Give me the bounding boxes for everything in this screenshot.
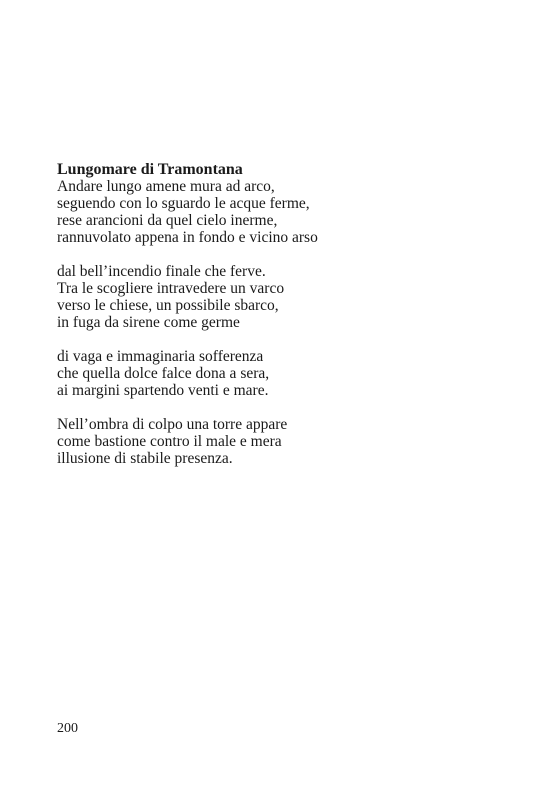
poem [57, 161, 497, 484]
poem-line: ai margini spartendo venti e mare. [57, 382, 269, 399]
stanza-2 [57, 263, 497, 331]
poem-line: Nell’ombra di colpo una torre appare [57, 416, 288, 433]
poem-line: illusione di stabile presenza. [57, 450, 233, 467]
stanza-1 [57, 178, 497, 246]
stanza-3 [57, 348, 497, 399]
poem-line: seguendo con lo sguardo le acque ferme, [57, 195, 310, 212]
poem-line: dal bell’incendio finale che ferve. [57, 263, 266, 280]
poem-line: come bastione contro il male e mera [57, 433, 282, 450]
stanza-4 [57, 416, 497, 467]
poem-line: in fuga da sirene come germe [57, 314, 240, 331]
poem-line: rese arancioni da quel cielo inerme, [57, 212, 278, 229]
poem-line: Tra le scogliere intravedere un varco [57, 280, 285, 297]
poem-line: Andare lungo amene mura ad arco, [57, 178, 275, 195]
page-number: 200 [57, 721, 78, 736]
poem-line: verso le chiese, un possibile sbarco, [57, 297, 279, 314]
poem-line: rannuvolato appena in fondo e vicino arso [57, 229, 318, 246]
poem-line: che quella dolce falce dona a sera, [57, 365, 270, 382]
poem-title: Lungomare di Tramontana [57, 161, 243, 178]
poem-line: di vaga e immaginaria sofferenza [57, 348, 264, 365]
